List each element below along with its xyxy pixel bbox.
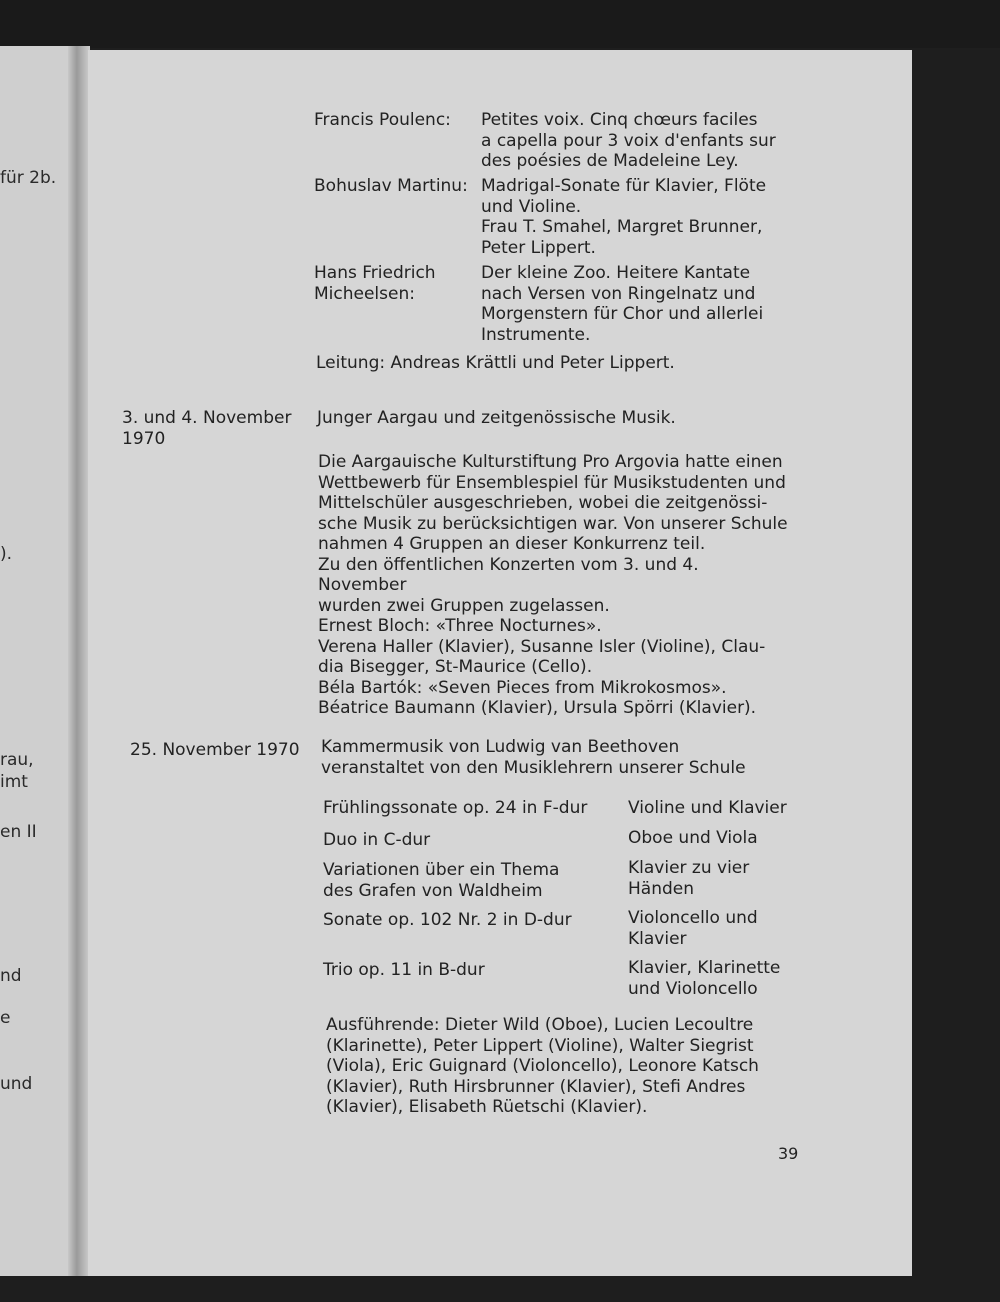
text-line: und Violoncello	[628, 978, 758, 999]
facing-page-fragment: für 2b.	[0, 168, 57, 188]
document-page	[88, 50, 912, 1276]
text-line: Peter Lippert.	[481, 237, 596, 258]
event-date: 25. November 1970	[130, 740, 300, 760]
facing-page-fragment: imt	[0, 772, 28, 792]
program-work: Frühlingssonate op. 24 in F-dur	[323, 798, 588, 818]
text-line: Klavier	[628, 928, 687, 949]
text-line: Klavier zu vier	[628, 858, 750, 878]
text-line: Béatrice Baumann (Klavier), Ursula Spörri (Klavier).	[318, 698, 757, 718]
text-line: Béla Bartók: «Seven Pieces from Mikrokosmos».	[318, 677, 727, 698]
composer-name	[314, 263, 436, 304]
text-line: Frau T. Smahel, Margret Brunner,	[481, 217, 763, 237]
event-title	[321, 737, 746, 778]
book-gutter	[68, 46, 90, 1276]
work-description	[481, 110, 776, 172]
text-line: Ernest Bloch: «Three Nocturnes».	[318, 616, 602, 636]
text-line: des Grafen von Waldheim	[323, 880, 543, 901]
text-line: 1970	[122, 428, 166, 449]
page-number: 39	[778, 1144, 799, 1163]
text-line: nach Versen von Ringelnatz und	[481, 283, 756, 304]
text-line: dia Bisegger, St-Maurice (Cello).	[318, 657, 593, 677]
text-line: des poésies de Madeleine Ley.	[481, 151, 739, 171]
event-body	[318, 452, 790, 719]
program-instrumentation: Oboe und Viola	[628, 828, 758, 848]
text-line: veranstaltet von den Musiklehrern unserer Schule	[321, 757, 746, 778]
text-line: Der kleine Zoo. Heitere Kantate	[481, 263, 751, 283]
facing-page-fragment: nd	[0, 966, 22, 986]
text-line: (Klavier), Elisabeth Rüetschi (Klavier).	[326, 1097, 648, 1117]
text-line: (Viola), Eric Guignard (Violoncello), Leonore Katsch	[326, 1056, 759, 1076]
facing-page-fragment: en II	[0, 822, 37, 842]
text-line: Die Aargauische Kulturstiftung Pro Argovia hatte einen	[318, 452, 783, 472]
text-line: Petites voix. Cinq chœurs faciles	[481, 110, 758, 130]
text-line: a capella pour 3 voix d'enfants sur	[481, 130, 776, 151]
program-instrumentation	[628, 958, 780, 999]
program-instrumentation	[628, 908, 758, 949]
program-instrumentation	[628, 858, 749, 899]
text-line: Morgenstern für Chor und allerlei	[481, 304, 764, 324]
leitung-line: Leitung: Andreas Krättli und Peter Lippert.	[316, 353, 675, 373]
work-description	[481, 176, 766, 258]
text-line: Wettbewerb für Ensemblespiel für Musikstudenten und	[318, 472, 786, 493]
program-work: Sonate op. 102 Nr. 2 in D-dur	[323, 910, 572, 930]
program-work: Duo in C-dur	[323, 830, 431, 850]
text-line: Variationen über ein Thema	[323, 860, 560, 880]
text-line: Klavier, Klarinette	[628, 958, 781, 978]
text-line: (Klarinette), Peter Lippert (Violine), Walter Siegrist	[326, 1035, 754, 1056]
event-title: Junger Aargau und zeitgenössische Musik.	[317, 408, 676, 428]
text-line: sche Musik zu berücksichtigen war. Von unserer Schule	[318, 513, 788, 534]
text-line: Micheelsen:	[314, 283, 415, 304]
text-line: Ausführende: Dieter Wild (Oboe), Lucien Lecoultre	[326, 1015, 754, 1035]
program-instrumentation: Violine und Klavier	[628, 798, 787, 818]
performers	[326, 1015, 798, 1118]
text-line: Zu den öffentlichen Konzerten vom 3. und 4. November	[318, 554, 699, 595]
facing-page-fragment: ).	[0, 544, 13, 564]
text-line: Madrigal-Sonate für Klavier, Flöte	[481, 176, 767, 196]
text-line: wurden zwei Gruppen zugelassen.	[318, 595, 610, 616]
text-line: Instrumente.	[481, 324, 591, 345]
composer-name: Bohuslav Martinu:	[314, 176, 468, 196]
text-line: (Klavier), Ruth Hirsbrunner (Klavier), Stefi Andres	[326, 1076, 746, 1097]
work-description	[481, 263, 763, 345]
program-work: Trio op. 11 in B-dur	[323, 960, 485, 980]
program-work	[323, 860, 559, 901]
text-line: Mittelschüler ausgeschrieben, wobei die zeitgenössi-	[318, 493, 768, 513]
composer-name: Francis Poulenc:	[314, 110, 451, 130]
event-date	[122, 408, 291, 449]
facing-page-fragment: e	[0, 1008, 11, 1028]
text-line: nahmen 4 Gruppen an dieser Konkurrenz teil.	[318, 534, 706, 554]
text-line: Kammermusik von Ludwig van Beethoven	[321, 737, 680, 757]
facing-page-fragment: und	[0, 1074, 33, 1094]
text-line: 3. und 4. November	[122, 408, 292, 428]
text-line: Violoncello und	[628, 908, 758, 928]
scan-background	[0, 0, 1000, 48]
text-line: Händen	[628, 878, 694, 899]
text-line: Hans Friedrich	[314, 263, 436, 283]
text-line: und Violine.	[481, 196, 582, 217]
text-line: Verena Haller (Klavier), Susanne Isler (Violine), Clau-	[318, 636, 766, 657]
facing-page-fragment: rau,	[0, 750, 34, 770]
